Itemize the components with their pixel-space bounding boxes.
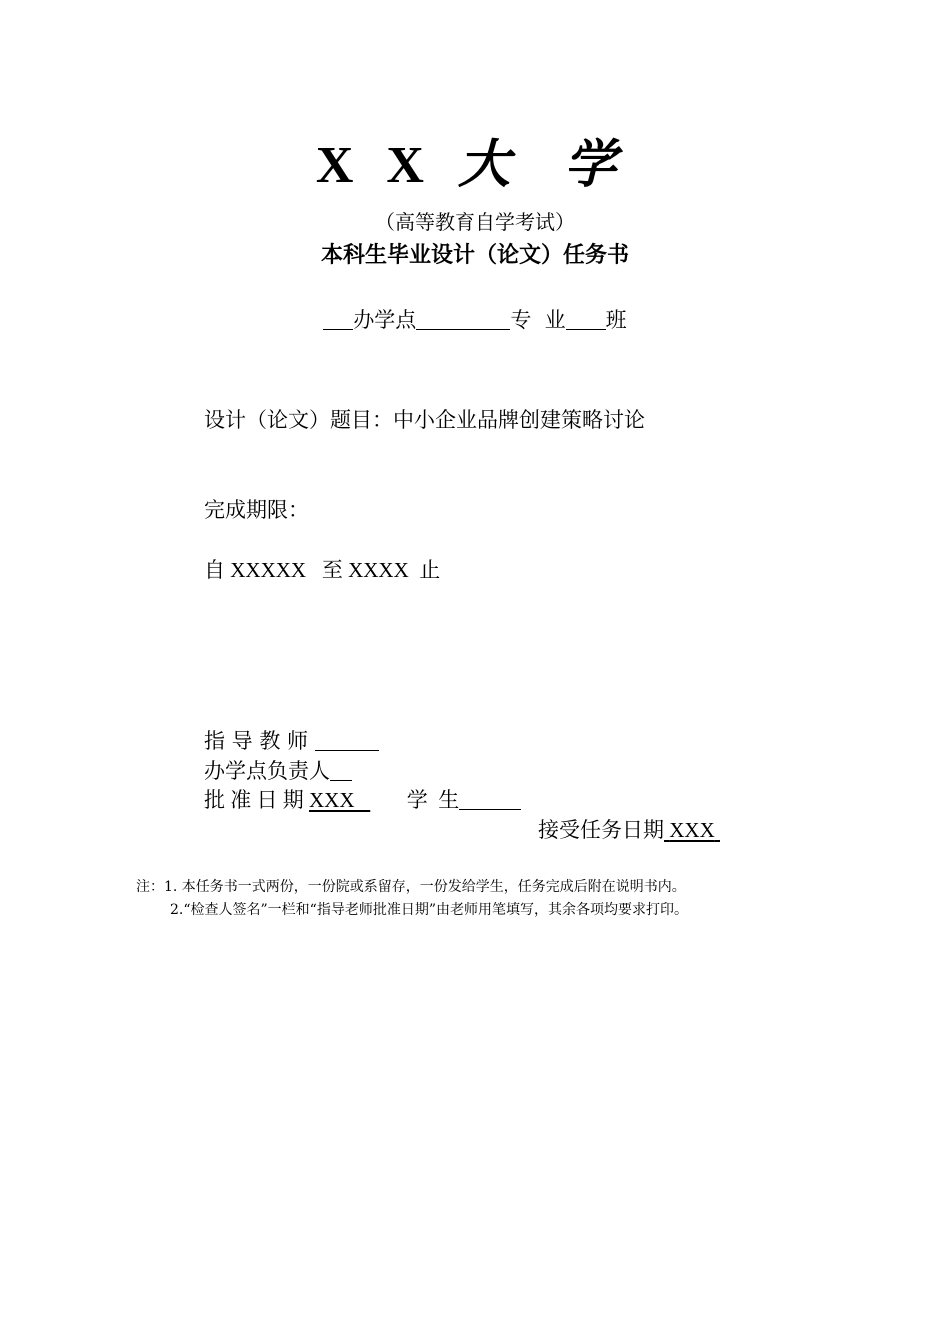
university-title-cjk: 大 学 (458, 134, 635, 195)
deadline-from-value: XXXXX (230, 558, 307, 582)
student-blank (459, 788, 521, 810)
major-label: 专 业 (510, 308, 566, 332)
deadline-end-label: 止 (419, 558, 441, 582)
accept-date-text: XXX (669, 818, 715, 842)
accept-date-label: 接受任务日期 (538, 818, 664, 842)
deadline-label: 完成期限： (204, 498, 309, 522)
office-head-blank (330, 759, 352, 781)
office-head-label: 办学点负责人 (204, 759, 330, 783)
office-label: 办学点 (353, 308, 417, 332)
deadline-to-label: 至 (321, 558, 343, 582)
topic-line (204, 404, 645, 434)
topic-label: 设计（论文）题目： (204, 408, 393, 432)
class-label: 班 (605, 308, 627, 332)
approve-date-label: 批 准 日 期 (204, 788, 304, 812)
office-blank (323, 308, 353, 330)
notes-item-2: 2.“检查人签名”一栏和“指导老师批准日期”由老师用笔填写，其余各项均要求打印。 (170, 902, 688, 918)
topic-value: 中小企业品牌创建策略讨论 (393, 408, 645, 432)
deadline-to-value: XXXX (348, 558, 409, 582)
approve-date-text: XXX (309, 788, 355, 812)
advisor-label: 指 导 教 师 (204, 729, 309, 753)
document-title: 本科生毕业设计（论文）任务书 (320, 243, 629, 268)
approve-date-line (204, 784, 521, 814)
exam-subtitle: （高等教育自学考试） (375, 210, 575, 234)
advisor-line (204, 725, 379, 755)
notes-prefix: 注： (136, 879, 164, 895)
notes-line-1 (136, 876, 686, 896)
university-title-latin: X X (315, 137, 434, 194)
notes-line-2 (170, 899, 688, 919)
notes-item-1: 1. 本任务书一式两份，一份院或系留存，一份发给学生，任务完成后附在说明书内。 (164, 879, 686, 895)
deadline-range (204, 554, 440, 584)
deadline-from-label: 自 (204, 558, 225, 582)
accept-date-line (538, 814, 720, 844)
accept-date-value (664, 818, 720, 842)
class-info-line (0, 304, 950, 334)
class-blank (566, 308, 606, 330)
approve-date-value (309, 788, 370, 812)
student-label: 学 生 (406, 788, 460, 812)
advisor-blank (315, 729, 379, 751)
university-title (0, 122, 950, 197)
office-head-line (204, 755, 352, 785)
major-blank (416, 308, 510, 330)
